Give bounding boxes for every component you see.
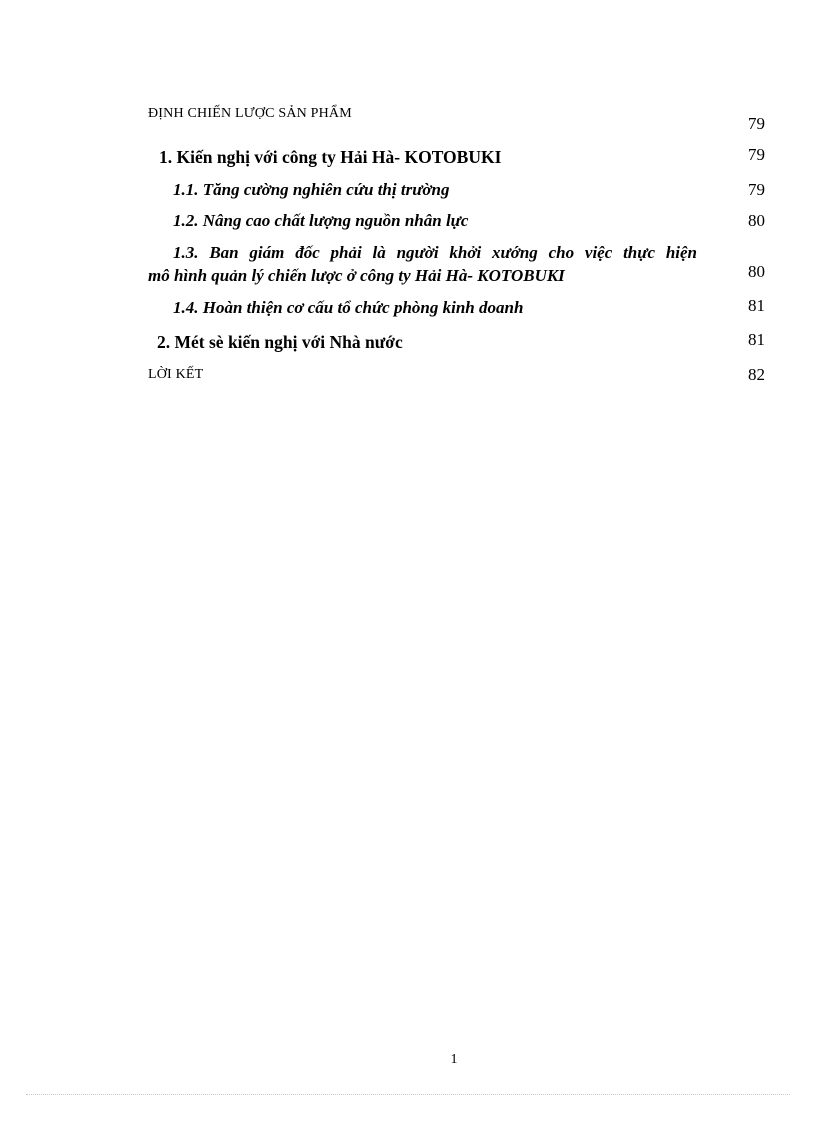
page-number: 1 xyxy=(450,1052,458,1067)
toc-entry-subsection-1-1: 1.1. Tăng cường nghiên cứu thị trường xyxy=(173,180,450,199)
toc-page-number: 79 xyxy=(748,180,765,199)
toc-entry-subsection-1-3-line1: 1.3. Ban giám đốc phải là người khởi xướng cho việc thực hiện xyxy=(173,243,697,262)
toc-page-number: 80 xyxy=(748,262,765,281)
toc-entry-conclusion: LỜI KẾT xyxy=(148,367,204,382)
toc-entry-subsection-1-4: 1.4. Hoàn thiện cơ cấu tổ chức phòng kinh doanh xyxy=(173,298,524,317)
toc-page-number: 81 xyxy=(748,330,765,349)
toc-entry-heading-continued: ĐỊNH CHIẾN LƯỢC SẢN PHẨM xyxy=(148,106,352,121)
toc-entry-subsection-1-2: 1.2. Nâng cao chất lượng nguồn nhân lực xyxy=(173,211,469,230)
footer-divider xyxy=(26,1094,790,1095)
toc-entry-section-1: 1. Kiến nghị với công ty Hải Hà- KOTOBUKI xyxy=(159,147,502,167)
toc-entry-section-2: 2. Mét sè kiến nghị với Nhà nước xyxy=(157,332,403,352)
toc-page-number: 82 xyxy=(748,365,765,384)
toc-page-number: 79 xyxy=(748,145,765,164)
toc-entry-subsection-1-3-line2: mô hình quản lý chiến lược ở công ty Hải Hà- KOTOBUKI xyxy=(148,266,565,285)
toc-page-number: 81 xyxy=(748,296,765,315)
toc-page-number: 80 xyxy=(748,211,765,230)
toc-page-number: 79 xyxy=(748,114,765,133)
